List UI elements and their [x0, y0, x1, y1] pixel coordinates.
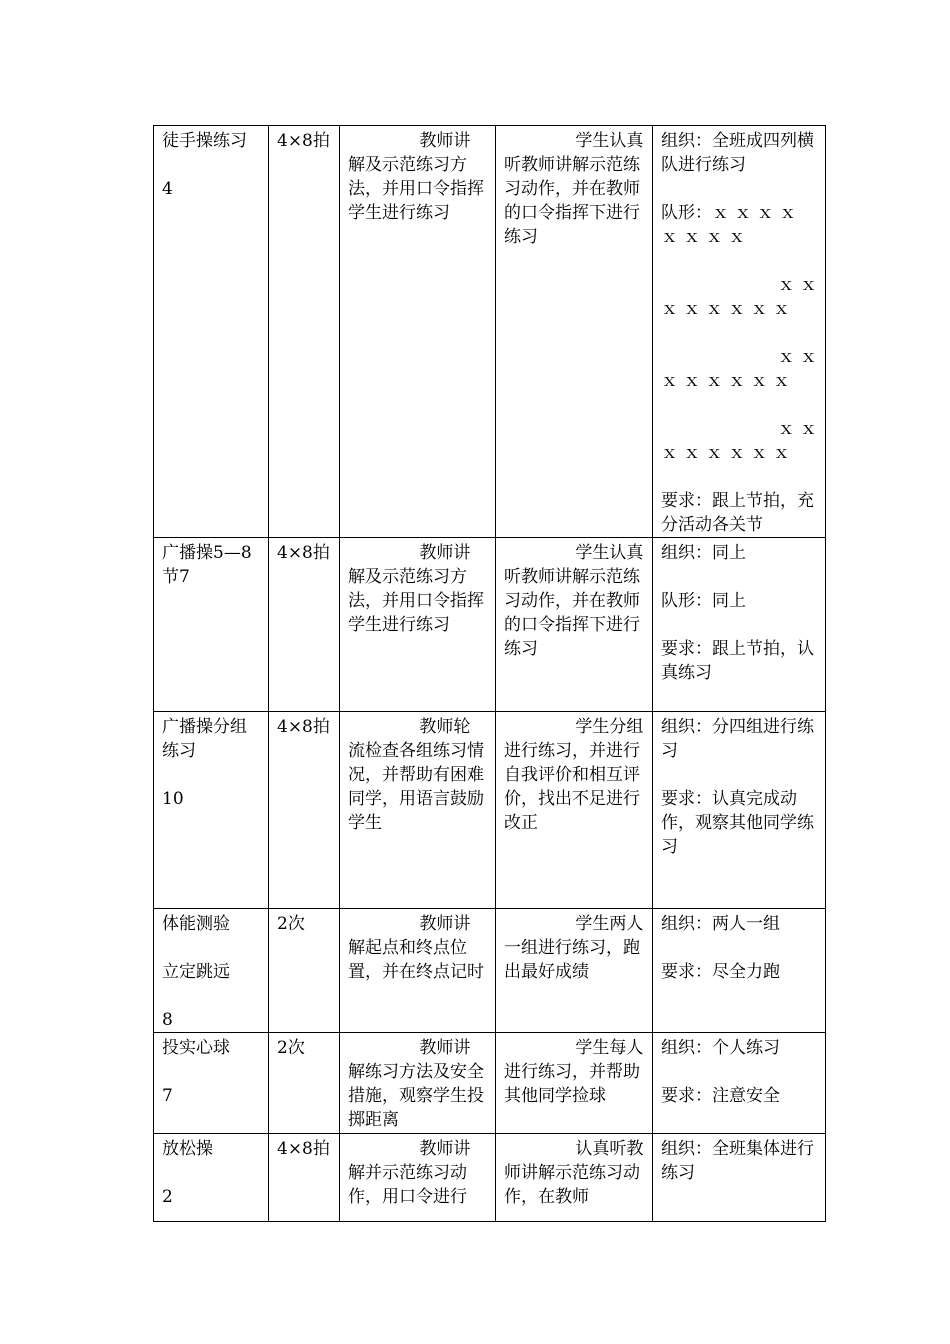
cell-teacher: 教师讲解并示范练习动作，用口令进行 [340, 1134, 496, 1222]
cell-activity: 体能测验 立定跳远 8 [154, 909, 269, 1033]
cell-teacher: 教师轮流检查各组练习情况，并帮助有困难同学，用语言鼓励学生 [340, 712, 496, 909]
cell-student: 学生两人一组进行练习，跑出最好成绩 [496, 909, 653, 1033]
cell-activity: 广播操5—8节7 [154, 538, 269, 712]
cell-student: 学生认真听教师讲解示范练习动作，并在教师的口令指挥下进行练习 [496, 126, 653, 538]
cell-teacher: 教师讲解练习方法及安全措施，观察学生投掷距离 [340, 1033, 496, 1134]
table-row [154, 1033, 826, 1134]
cell-student: 认真听教师讲解示范练习动作，在教师 [496, 1134, 653, 1222]
cell-organization: 组织：全班集体进行练习 [653, 1134, 826, 1222]
cell-count: 2次 [269, 909, 340, 1033]
table-row [154, 909, 826, 1033]
cell-student: 学生每人进行练习，并帮助其他同学捡球 [496, 1033, 653, 1134]
table-row [154, 126, 826, 538]
cell-activity: 广播操分组练习 10 [154, 712, 269, 909]
lesson-plan-table [153, 125, 826, 1222]
cell-teacher: 教师讲解及示范练习方法，并用口令指挥学生进行练习 [340, 126, 496, 538]
cell-count: 4×8拍 [269, 1134, 340, 1222]
table-row [154, 538, 826, 712]
table-row [154, 1134, 826, 1222]
cell-student: 学生认真听教师讲解示范练习动作，并在教师的口令指挥下进行练习 [496, 538, 653, 712]
requirement-text: 要求：跟上节拍，充分活动各关节 [661, 491, 814, 535]
cell-teacher: 教师讲解及示范练习方法，并用口令指挥学生进行练习 [340, 538, 496, 712]
org-text: 组织：全班成四列横队进行练习 [661, 131, 814, 175]
cell-activity: 放松操 2 [154, 1134, 269, 1222]
cell-organization: 组织：全班成四列横队进行练习 队形：ｘ ｘ ｘ ｘ ｘ ｘ ｘ ｘ ｘ ｘ ｘ ｘ ｘ ｘ ｘ ｘ ｘ ｘ ｘ ｘ ｘ ｘ ｘ ｘ ｘ ｘ ｘ ｘ ｘ ｘ ｘ ｘ 要求：跟上节拍，充分活动各关节 [653, 126, 826, 538]
cell-activity: 徒手操练习 4 [154, 126, 269, 538]
cell-count: 2次 [269, 1033, 340, 1134]
formation-label: 队形：ｘ ｘ ｘ ｘ ｘ ｘ ｘ ｘ [661, 203, 802, 247]
cell-organization: 组织：两人一组 要求：尽全力跑 [653, 909, 826, 1033]
cell-teacher: 教师讲解起点和终点位置，并在终点记时 [340, 909, 496, 1033]
cell-count: 4×8拍 [269, 538, 340, 712]
table-row [154, 712, 826, 909]
cell-organization: 组织：个人练习 要求：注意安全 [653, 1033, 826, 1134]
cell-organization: 组织：同上 队形：同上 要求：跟上节拍，认真练习 [653, 538, 826, 712]
cell-student: 学生分组进行练习，并进行自我评价和相互评价，找出不足进行改正 [496, 712, 653, 909]
cell-activity: 投实心球 7 [154, 1033, 269, 1134]
cell-count: 4×8拍 [269, 126, 340, 538]
cell-count: 4×8拍 [269, 712, 340, 909]
cell-organization: 组织：分四组进行练习 要求：认真完成动作，观察其他同学练习 [653, 712, 826, 909]
